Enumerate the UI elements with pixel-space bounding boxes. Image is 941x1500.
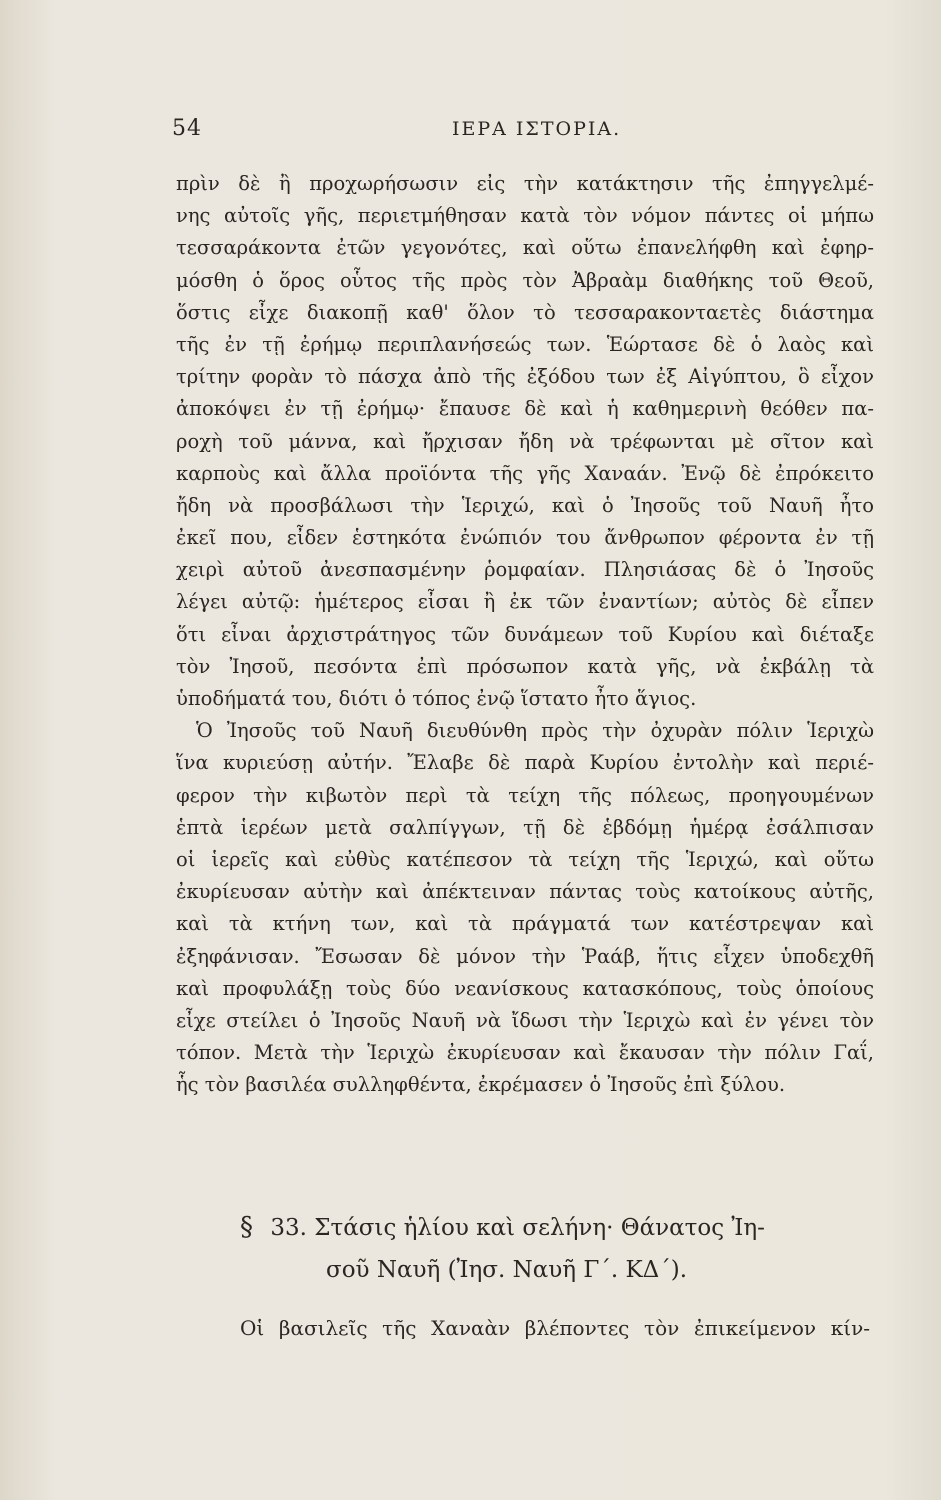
section-heading-line-1: [240, 1206, 880, 1249]
text-line: ἑπτὰ ἱερέων μετὰ σαλπίγγων, τῇ δὲ ἑβδόμῃ ἡμέρᾳ ἐσάλπισαν: [176, 815, 874, 839]
page-header: [172, 116, 872, 146]
text-line: οἱ ἱερεῖς καὶ εὐθὺς κατέπεσον τὰ τείχη τῆς Ἱεριχώ, καὶ οὕτω: [176, 847, 874, 871]
text-line: τῆς ἐν τῇ ἐρήμῳ περιπλανήσεώς των. Ἑώρτασε δὲ ὁ λαὸς καὶ: [176, 332, 874, 356]
text-line: τεσσαράκοντα ἐτῶν γεγονότες, καὶ οὕτω ἐπανελήφθη καὶ ἐφηρ-: [176, 236, 874, 260]
text-line: ἀποκόψει ἐν τῇ ἐρήμῳ· ἔπαυσε δὲ καὶ ἡ καθημερινὴ θεόθεν πα-: [176, 397, 874, 421]
text-line: ἵνα κυριεύσῃ αὐτήν. Ἔλαβε δὲ παρὰ Κυρίου ἐντολὴν καὶ περιέ-: [176, 751, 874, 775]
text-line: τρίτην φορὰν τὸ πάσχα ἀπὸ τῆς ἐξόδου των ἐξ Αἰγύπτου, ὃ εἶχον: [176, 365, 874, 389]
text-line: φερον τὴν κιβωτὸν περὶ τὰ τείχη τῆς πόλεως, προηγουμένων: [176, 783, 874, 807]
running-title: ΙΕΡΑ ΙΣΤΟΡΙΑ.: [452, 118, 622, 140]
body-text: [176, 168, 874, 1101]
section-heading: [240, 1206, 880, 1291]
text-line: καρποὺς καὶ ἄλλα προϊόντα τῆς γῆς Χαναάν. Ἐνῷ δὲ ἐπρόκειτο: [176, 461, 874, 485]
text-line: καὶ τὰ κτήνη των, καὶ τὰ πράγματά των κατέστρεψαν καὶ: [176, 912, 874, 936]
text-line: τόπον. Μετὰ τὴν Ἱεριχὼ ἐκυρίευσαν καὶ ἔκαυσαν τὴν πόλιν Γαΐ,: [176, 1041, 874, 1065]
text-line: πρὶν δὲ ἢ προχωρήσωσιν εἰς τὴν κατάκτησιν τῆς ἐπηγγελμέ-: [176, 172, 874, 195]
text-line: μόσθη ὁ ὅρος οὗτος τῆς πρὸς τὸν Ἀβραὰμ διαθήκης τοῦ Θεοῦ,: [176, 268, 874, 292]
section-title-part-2: σοῦ Ναυῆ (Ἰησ. Ναυῆ Γ΄. ΚΔ΄).: [326, 1257, 688, 1283]
next-paragraph-first-line: Οἱ βασιλεῖς τῆς Χαναὰν βλέποντες τὸν ἐπικείμενον κίν-: [240, 1316, 870, 1340]
text-line: ἐξηφάνισαν. Ἔσωσαν δὲ μόνον τὴν Ῥαάβ, ἥτις εἶχεν ὑποδεχθῆ: [176, 944, 874, 968]
section-sign: §: [240, 1212, 253, 1242]
text-line: χειρὶ αὐτοῦ ἀνεσπασμένην ῥομφαίαν. Πλησιάσας δὲ ὁ Ἰησοῦς: [176, 558, 874, 582]
text-line: ὑποδήματά του, διότι ὁ τόπος ἐνῷ ἵστατο ἦτο ἅγιος.: [176, 687, 697, 710]
text-line: λέγει αὐτῷ: ἡμέτερος εἶσαι ἢ ἐκ τῶν ἐναντίων; αὐτὸς δὲ εἶπεν: [176, 590, 874, 614]
text-line: εἶχε στείλει ὁ Ἰησοῦς Ναυῆ νὰ ἴδωσι τὴν Ἱεριχὼ καὶ ἐν γένει τὸν: [176, 1008, 874, 1032]
text-line: ἐκυρίευσαν αὐτὴν καὶ ἀπέκτειναν πάντας τοὺς κατοίκους αὐτῆς,: [176, 880, 874, 904]
text-line: νης αὐτοῖς γῆς, περιετμήθησαν κατὰ τὸν νόμον πάντες οἱ μήπω: [176, 204, 874, 228]
text-line: Ὁ Ἰησοῦς τοῦ Ναυῆ διευθύνθη πρὸς τὴν ὀχυρὰν πόλιν Ἱεριχὼ: [196, 719, 874, 743]
text-line: καὶ προφυλάξῃ τοὺς δύο νεανίσκους κατασκόπους, τοὺς ὁποίους: [176, 976, 874, 1000]
text-line: ἧς τὸν βασιλέα συλληφθέντα, ἐκρέμασεν ὁ Ἰησοῦς ἐπὶ ξύλου.: [176, 1073, 786, 1097]
section-number: 33.: [270, 1215, 307, 1241]
text-line: ὅτι εἶναι ἀρχιστράτηγος τῶν δυνάμεων τοῦ Κυρίου καὶ διέταξε: [176, 622, 874, 646]
text-line: ὅστις εἶχε διακοπῇ καθ' ὅλον τὸ τεσσαρακονταετὲς διάστημα: [176, 300, 874, 324]
text-line: ἤδη νὰ προσβάλωσι τὴν Ἱεριχώ, καὶ ὁ Ἰησοῦς τοῦ Ναυῆ ἦτο: [176, 493, 874, 517]
section-title-part-1: Στάσις ἡλίου καὶ σελήνη· Θάνατος Ἰη-: [314, 1215, 765, 1241]
page-number: 54: [172, 116, 202, 141]
text-line: τὸν Ἰησοῦ, πεσόντα ἐπὶ πρόσωπον κατὰ γῆς, νὰ ἐκβάλῃ τὰ: [176, 654, 874, 678]
text-line: ροχὴ τοῦ μάννα, καὶ ἤρχισαν ἤδη νὰ τρέφωνται μὲ σῖτον καὶ: [176, 429, 874, 453]
text-line: ἐκεῖ που, εἶδεν ἑστηκότα ἐνώπιόν του ἄνθρωπον φέροντα ἐν τῇ: [176, 526, 874, 550]
